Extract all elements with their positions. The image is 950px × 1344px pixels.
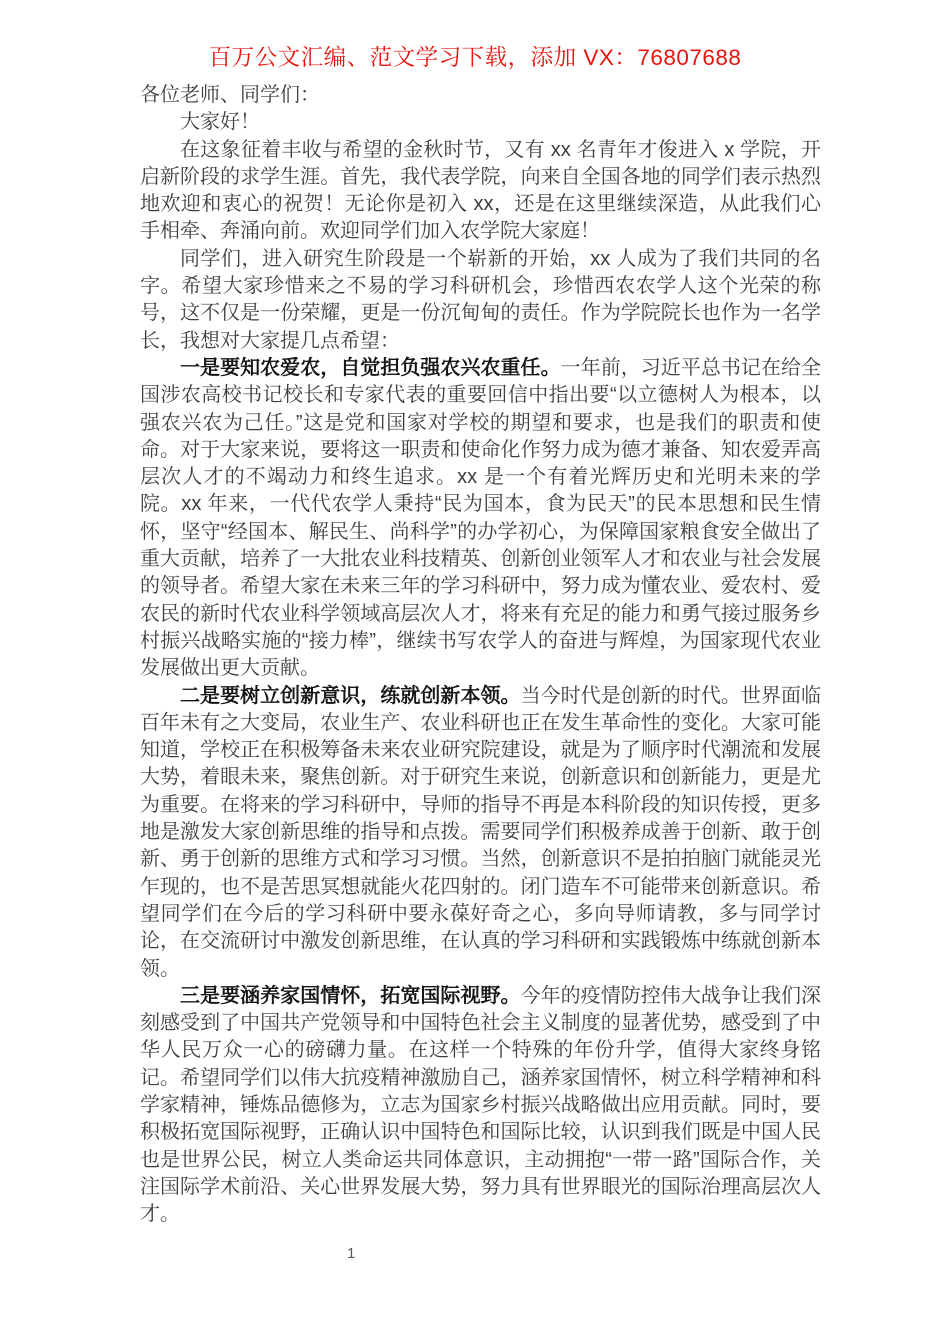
paragraph-point-3 [140, 983, 821, 1229]
page-number: 1 [347, 1245, 356, 1262]
point-3-body: 今年的疫情防控伟大战争让我们深刻感受到了中国共产党领导和中国特色社会主义制度的显著优势，感受到了中华人民万众一心的磅礴力量。在这样一个特殊的年份升学，值得大家终身铭记。希望同学们以伟大抗疫精神激励自己，涵养家国情怀，树立科学精神和科学家精神，锤炼品德修为，立志为国家乡村振兴战略做出应用贡献。同时，要积极拓宽国际视野，正确认识中国特色和国际比较，认识到我们既是中国人民也是世界公民，树立人类命运共同体意识，主动拥抱“一带一路”国际合作，关注国际学术前沿、关心世界发展大势，努力具有世界眼光的国际治理高层次人才。 [140, 984, 822, 1226]
point-2-body: 当今时代是创新的时代。世界面临百年未有之大变局，农业生产、农业科研也正在发生革命性的变化。大家可能知道，学校正在积极筹备未来农业研究院建设，就是为了顺序时代潮流和发展大势，着眼未来，聚焦创新。对于研究生来说，创新意识和创新能力，更是尤为重要。在将来的学习科研中，导师的指导不再是本科阶段的知识传授，更多地是激发大家创新思维的指导和点拨。需要同学们积极养成善于创新、敢于创新、勇于创新的思维方式和学习习惯。当然，创新意识不是拍拍脑门就能灵光乍现的，也不是苦思冥想就能火花四射的。闭门造车不可能带来创新意识。希望同学们在今后的学习科研中要永葆好奇之心，多向导师请教，多与同学讨论，在交流研讨中激发创新思维，在认真的学习科研和实践锻炼中练就创新本领。 [140, 684, 822, 980]
paragraph-point-1 [140, 355, 821, 683]
point-2-heading: 二是要树立创新意识，练就创新本领。 [180, 684, 521, 707]
document-body [140, 82, 821, 1228]
point-1-heading: 一是要知农爱农，自觉担负强农兴农重任。 [180, 356, 561, 379]
paragraph-welcome-intro: 在这象征着丰收与希望的金秋时节，又有 xx 名青年才俊进入 x 学院，开启新阶段的求学生涯。首先，我代表学院，向来自全国各地的同学们表示热烈地欢迎和衷心的祝贺！无论你是初入 xx，还是在这里继续深造，从此我们心手相牵、奔涌向前。欢迎同学们加入农学院大家庭！ [140, 138, 821, 243]
paragraph-greeting: 大家好！ [180, 111, 260, 134]
point-3-heading: 三是要涵养家国情怀，拓宽国际视野。 [180, 984, 521, 1007]
paragraph-transition: 同学们，进入研究生阶段是一个崭新的开始，xx 人成为了我们共同的名字。希望大家珍惜来之不易的学习科研机会，珍惜西农农学人这个光荣的称号，这不仅是一份荣耀，更是一份沉甸甸的责任。作为学院院长也作为一名学长，我想对大家提几点希望： [140, 247, 821, 352]
point-1-body: 一年前，习近平总书记在给全国涉农高校书记校长和专家代表的重要回信中指出要“以立德树人为根本，以强农兴农为己任。”这是党和国家对学校的期望和要求，也是我们的职责和使命。对于大家来说，要将这一职责和使命化作努力成为德才兼备、知农爱弄高层次人才的不竭动力和终生追求。xx 是一个有着光辉历史和光明未来的学院。xx 年来，一代代农学人秉持“民为国本，食为民天”的民本思想和民生情怀，坚守“经国本、解民生、尚科学”的办学初心，为保障国家粮食安全做出了重大贡献，培养了一大批农业科技精英、创新创业领军人才和农业与社会发展的领导者。希望大家在未来三年的学习科研中，努力成为懂农业、爱农村、爱农民的新时代农业科学领域高层次人才，将来有充足的能力和勇气接过服务乡村振兴战略实施的“接力棒”，继续书写农学人的奋进与辉煌，为国家现代农业发展做出更大贡献。 [140, 356, 822, 680]
paragraph-point-2 [140, 683, 821, 983]
promo-header-text: 百万公文汇编、范文学习下载，添加 VX：76807688 [208, 45, 742, 70]
salutation-line: 各位老师、同学们： [140, 84, 320, 106]
